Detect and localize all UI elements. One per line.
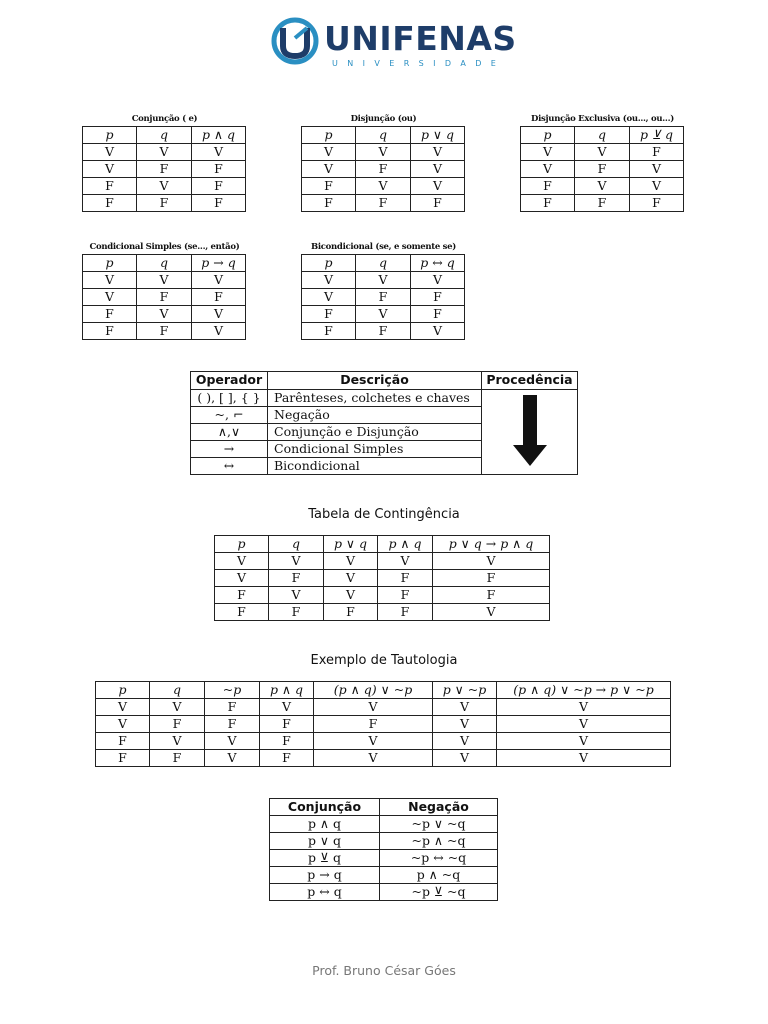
header-descricao: Descrição xyxy=(268,372,482,390)
truth-table-header: p ↔ q xyxy=(411,255,465,272)
truth-table-cell: F xyxy=(83,195,137,212)
table-row xyxy=(215,570,550,587)
truth-table-header: p xyxy=(302,127,356,144)
tautology-cell: F xyxy=(150,750,205,767)
tautology-cell: V xyxy=(150,699,205,716)
negation-cell: p → q xyxy=(270,867,380,884)
truth-table-cell: V xyxy=(575,178,630,195)
truth-table-cell: V xyxy=(137,144,192,161)
contingency-table xyxy=(214,535,550,621)
contingency-header: p ∨ q → p ∧ q xyxy=(433,536,550,553)
truth-table-cell: V xyxy=(192,323,246,340)
tautology-cell: F xyxy=(96,733,150,750)
truth-table-conjuncao xyxy=(82,126,246,212)
truth-table-cell: V xyxy=(192,144,246,161)
negation-header: Negação xyxy=(380,799,498,816)
negation-cell: ~p ↔ ~q xyxy=(380,850,498,867)
truth-table-cell: V xyxy=(356,178,411,195)
truth-table-cell: F xyxy=(137,195,192,212)
tautology-cell: V xyxy=(205,750,260,767)
tautology-cell: V xyxy=(497,750,671,767)
truth-table-cell: V xyxy=(411,144,465,161)
tautology-cell: F xyxy=(260,716,314,733)
tautology-cell: F xyxy=(260,733,314,750)
truth-table-cell: F xyxy=(192,195,246,212)
truth-table-cell: V xyxy=(83,289,137,306)
tautology-header: p ∨ ~p xyxy=(433,682,497,699)
table-row xyxy=(215,553,550,570)
tautology-header: p ∧ q xyxy=(260,682,314,699)
truth-table-cell: V xyxy=(411,178,465,195)
table-row xyxy=(215,587,550,604)
contingency-cell: F xyxy=(433,587,550,604)
truth-table-cell: V xyxy=(302,161,356,178)
truth-table-cell: F xyxy=(302,178,356,195)
contingency-cell: F xyxy=(378,587,433,604)
truth-table-cell: V xyxy=(192,272,246,289)
truth-table-cell: F xyxy=(630,144,684,161)
tautology-cell: F xyxy=(205,716,260,733)
truth-table-cell: V xyxy=(356,144,411,161)
truth-table-cell: F xyxy=(192,289,246,306)
operator-symbol: ( ), [ ], { } xyxy=(191,390,268,407)
contingency-cell: V xyxy=(378,553,433,570)
logo-wordmark: UNIFENAS xyxy=(324,19,517,58)
truth-table-header: p ∨ q xyxy=(411,127,465,144)
truth-table-cell: F xyxy=(411,289,465,306)
truth-table-cell: F xyxy=(302,306,356,323)
caption-condicional: Condicional Simples (se..., então) xyxy=(89,242,240,252)
author-footer: Prof. Bruno César Góes xyxy=(312,963,456,978)
logo-subtitle: UNIVERSIDADE xyxy=(332,59,506,68)
tautology-header: (p ∧ q) ∨ ~p → p ∨ ~p xyxy=(497,682,671,699)
truth-table-header: q xyxy=(356,255,411,272)
caption-conjuncao: Conjunção ( e) xyxy=(131,114,198,124)
table-row xyxy=(521,161,684,178)
truth-table-cell: F xyxy=(356,289,411,306)
truth-table-cell: V xyxy=(575,144,630,161)
truth-table-cell: F xyxy=(192,161,246,178)
contingency-cell: V xyxy=(269,587,324,604)
table-row xyxy=(83,144,246,161)
truth-table-cell: F xyxy=(83,178,137,195)
truth-table-header: q xyxy=(137,255,192,272)
table-row xyxy=(96,699,671,716)
truth-table-header: q xyxy=(575,127,630,144)
section-title-tautologia: Exemplo de Tautologia xyxy=(310,653,458,668)
operator-description: Negação xyxy=(268,407,482,424)
table-row xyxy=(270,867,498,884)
truth-table-cell: F xyxy=(521,178,575,195)
negation-cell: p ∧ ~q xyxy=(380,867,498,884)
tautology-cell: V xyxy=(260,699,314,716)
truth-table-cell: F xyxy=(356,161,411,178)
truth-table-cell: V xyxy=(192,306,246,323)
table-row xyxy=(302,195,465,212)
truth-table-header: p xyxy=(302,255,356,272)
tautology-cell: V xyxy=(96,699,150,716)
truth-table-header: p xyxy=(83,255,137,272)
contingency-cell: V xyxy=(433,604,550,621)
truth-table-cell: F xyxy=(411,195,465,212)
operator-description: Parênteses, colchetes e chaves xyxy=(268,390,482,407)
truth-table-cell: V xyxy=(302,289,356,306)
truth-table-cell: V xyxy=(83,161,137,178)
truth-table-cell: V xyxy=(521,144,575,161)
tautology-header: (p ∧ q) ∨ ~p xyxy=(314,682,433,699)
truth-table-disjuncao xyxy=(301,126,465,212)
truth-table-header: p ∧ q xyxy=(192,127,246,144)
contingency-cell: F xyxy=(215,587,269,604)
operator-description: Conjunção e Disjunção xyxy=(268,424,482,441)
header-operador: Operador xyxy=(191,372,268,390)
tautology-cell: V xyxy=(433,750,497,767)
tautology-cell: F xyxy=(205,699,260,716)
truth-table-cell: F xyxy=(356,323,411,340)
negation-header: Conjunção xyxy=(270,799,380,816)
table-row xyxy=(521,178,684,195)
contingency-cell: F xyxy=(378,604,433,621)
truth-table-cell: F xyxy=(302,195,356,212)
unifenas-emblem-icon xyxy=(270,16,320,66)
truth-table-cell: F xyxy=(192,178,246,195)
table-row xyxy=(270,884,498,901)
truth-table-cell: F xyxy=(302,323,356,340)
truth-table-cell: V xyxy=(302,272,356,289)
negation-cell: ~p ∧ ~q xyxy=(380,833,498,850)
truth-table-disjuncao-exclusiva xyxy=(520,126,684,212)
truth-table-cell: V xyxy=(521,161,575,178)
table-row xyxy=(96,733,671,750)
contingency-cell: F xyxy=(324,604,378,621)
contingency-cell: V xyxy=(324,587,378,604)
table-row xyxy=(83,161,246,178)
negation-table xyxy=(269,798,498,901)
contingency-cell: V xyxy=(269,553,324,570)
table-row xyxy=(302,323,465,340)
table-row xyxy=(302,144,465,161)
truth-table-cell: V xyxy=(302,144,356,161)
truth-table-cell: V xyxy=(411,161,465,178)
truth-table-header: p xyxy=(521,127,575,144)
truth-table-cell: V xyxy=(630,161,684,178)
contingency-cell: V xyxy=(324,570,378,587)
contingency-cell: F xyxy=(433,570,550,587)
negation-cell: p ∨ q xyxy=(270,833,380,850)
tautology-cell: V xyxy=(205,733,260,750)
tautology-cell: V xyxy=(433,716,497,733)
contingency-cell: F xyxy=(378,570,433,587)
table-row xyxy=(83,178,246,195)
negation-cell: p ∧ q xyxy=(270,816,380,833)
tautology-cell: V xyxy=(314,733,433,750)
operators-precedence-table xyxy=(190,371,578,475)
truth-table-bicondicional xyxy=(301,254,465,340)
operator-symbol: ∧,∨ xyxy=(191,424,268,441)
operator-symbol: → xyxy=(191,441,268,458)
table-row xyxy=(302,178,465,195)
negation-cell: p ⊻ q xyxy=(270,850,380,867)
down-arrow-icon xyxy=(513,395,547,467)
truth-table-cell: V xyxy=(630,178,684,195)
caption-disjuncao: Disjunção (ou) xyxy=(350,114,417,124)
negation-cell: ~p ∨ ~q xyxy=(380,816,498,833)
precedence-cell xyxy=(482,390,578,475)
table-row xyxy=(96,716,671,733)
truth-table-cell: V xyxy=(356,272,411,289)
truth-table-header: p → q xyxy=(192,255,246,272)
operator-symbol: ↔ xyxy=(191,458,268,475)
truth-table-cell: F xyxy=(83,306,137,323)
truth-table-cell: F xyxy=(356,195,411,212)
truth-table-cell: F xyxy=(137,161,192,178)
truth-table-cell: F xyxy=(521,195,575,212)
tautology-table xyxy=(95,681,671,767)
table-row xyxy=(83,306,246,323)
tautology-cell: F xyxy=(96,750,150,767)
negation-cell: p ↔ q xyxy=(270,884,380,901)
truth-table-header: p xyxy=(83,127,137,144)
truth-table-cell: V xyxy=(137,178,192,195)
tautology-cell: V xyxy=(314,750,433,767)
tautology-header: p xyxy=(96,682,150,699)
truth-table-cell: V xyxy=(356,306,411,323)
unifenas-logo xyxy=(268,14,517,74)
tautology-cell: V xyxy=(433,699,497,716)
operator-description: Condicional Simples xyxy=(268,441,482,458)
operator-symbol: ~, ⌐ xyxy=(191,407,268,424)
truth-table-cell: V xyxy=(411,272,465,289)
tautology-header: ~p xyxy=(205,682,260,699)
table-row xyxy=(270,816,498,833)
truth-table-cell: V xyxy=(137,306,192,323)
tautology-cell: V xyxy=(497,716,671,733)
truth-table-cell: F xyxy=(83,323,137,340)
table-row xyxy=(302,272,465,289)
contingency-cell: V xyxy=(215,570,269,587)
contingency-cell: F xyxy=(269,570,324,587)
truth-table-cell: V xyxy=(83,144,137,161)
table-row xyxy=(83,323,246,340)
contingency-cell: V xyxy=(433,553,550,570)
truth-table-header: q xyxy=(137,127,192,144)
table-row xyxy=(83,289,246,306)
table-row xyxy=(302,289,465,306)
tautology-header: q xyxy=(150,682,205,699)
table-row xyxy=(521,144,684,161)
tautology-cell: V xyxy=(497,699,671,716)
contingency-header: p ∧ q xyxy=(378,536,433,553)
table-row xyxy=(302,161,465,178)
section-title-contingencia: Tabela de Contingência xyxy=(308,507,460,522)
tautology-cell: V xyxy=(433,733,497,750)
contingency-cell: V xyxy=(324,553,378,570)
tautology-cell: V xyxy=(314,699,433,716)
table-row xyxy=(215,604,550,621)
contingency-cell: V xyxy=(215,553,269,570)
truth-table-condicional xyxy=(82,254,246,340)
tautology-cell: F xyxy=(260,750,314,767)
caption-bicondicional: Bicondicional (se, e somente se) xyxy=(310,242,456,252)
truth-table-cell: V xyxy=(137,272,192,289)
truth-table-cell: F xyxy=(575,161,630,178)
tautology-cell: V xyxy=(497,733,671,750)
truth-table-cell: F xyxy=(137,289,192,306)
tautology-cell: F xyxy=(314,716,433,733)
negation-cell: ~p ⊻ ~q xyxy=(380,884,498,901)
truth-table-cell: F xyxy=(137,323,192,340)
tautology-cell: V xyxy=(96,716,150,733)
truth-table-header: p ⊻ q xyxy=(630,127,684,144)
contingency-cell: F xyxy=(269,604,324,621)
table-row xyxy=(96,750,671,767)
header-procedencia: Procedência xyxy=(482,372,578,390)
tautology-cell: F xyxy=(150,716,205,733)
table-row xyxy=(83,195,246,212)
contingency-header: p ∨ q xyxy=(324,536,378,553)
table-row xyxy=(302,306,465,323)
table-row xyxy=(270,833,498,850)
truth-table-cell: V xyxy=(83,272,137,289)
truth-table-header: q xyxy=(356,127,411,144)
operator-description: Bicondicional xyxy=(268,458,482,475)
table-row xyxy=(521,195,684,212)
table-row xyxy=(83,272,246,289)
caption-disjuncao-exclusiva: Disjunção Exclusiva (ou..., ou...) xyxy=(531,114,674,124)
truth-table-cell: F xyxy=(575,195,630,212)
truth-table-cell: F xyxy=(411,306,465,323)
truth-table-cell: F xyxy=(630,195,684,212)
table-row xyxy=(270,850,498,867)
truth-table-cell: V xyxy=(411,323,465,340)
contingency-cell: F xyxy=(215,604,269,621)
tautology-cell: V xyxy=(150,733,205,750)
contingency-header: q xyxy=(269,536,324,553)
contingency-header: p xyxy=(215,536,269,553)
